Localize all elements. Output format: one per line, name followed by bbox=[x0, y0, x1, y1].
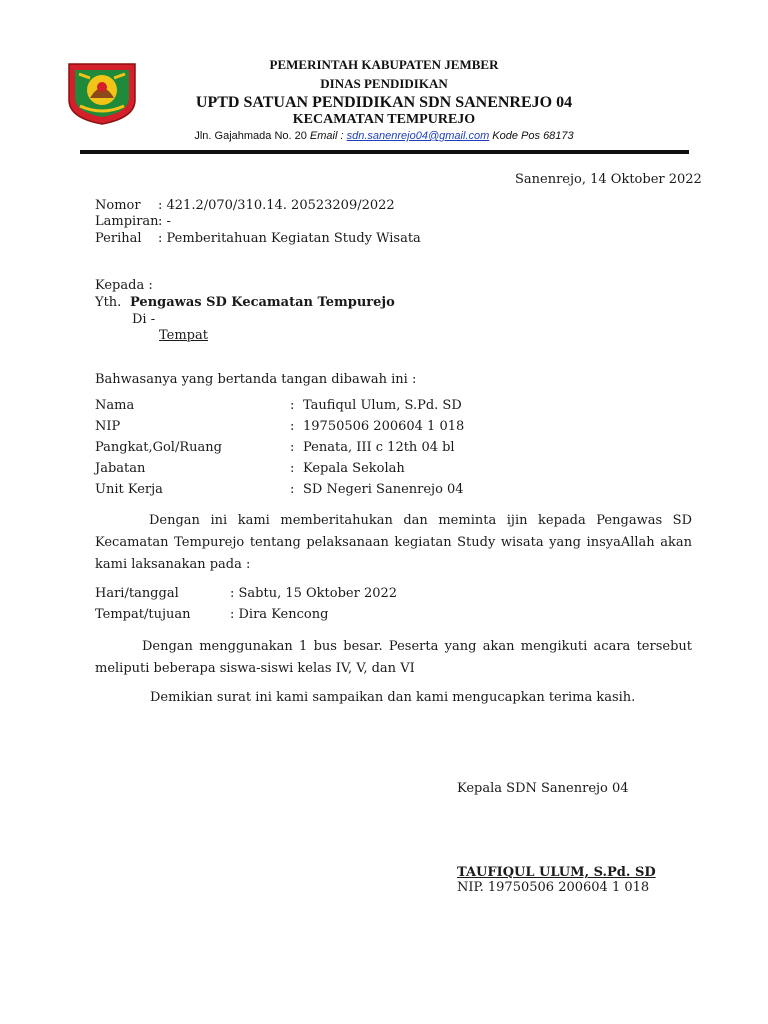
schedule-value-place: : Dira Kencong bbox=[230, 607, 329, 622]
paragraph-participants bbox=[95, 636, 692, 680]
letterhead-government: PEMERINTAH KABUPATEN JEMBER bbox=[269, 57, 499, 72]
meta-label-lampiran: Lampiran bbox=[95, 214, 159, 229]
identity-label-nama: Nama bbox=[95, 398, 135, 413]
header-rule bbox=[80, 150, 689, 154]
schedule-label-place: Tempat/tujuan bbox=[95, 607, 191, 622]
paragraph-notification-text: Dengan ini kami memberitahukan dan meminta ijin kepada Pengawas SD Kecamatan Tempurejo tentang pelaksanaan kegiatan Study wisata yang insyaAllah akan kami laksanakan pada : bbox=[95, 513, 692, 572]
signature-nip: NIP. 19750506 200604 1 018 bbox=[457, 880, 650, 895]
signature-title: Kepala SDN Sanenrejo 04 bbox=[457, 781, 629, 796]
identity-colon: : bbox=[290, 419, 295, 434]
recipient-yth: Yth. bbox=[95, 295, 122, 310]
email-link[interactable]: sdn.sanenrejo04@gmail.com bbox=[346, 130, 490, 142]
identity-colon: : bbox=[290, 398, 295, 413]
email-label: Email : bbox=[309, 130, 347, 142]
paragraph-notification bbox=[95, 510, 692, 576]
meta-value-perihal: : Pemberitahuan Kegiatan Study Wisata bbox=[158, 231, 421, 246]
letter-date: Sanenrejo, 14 Oktober 2022 bbox=[515, 172, 702, 187]
recipient-name: Pengawas SD Kecamatan Tempurejo bbox=[130, 295, 395, 310]
paragraph-closing: Demikian surat ini kami sampaikan dan kami mengucapkan terima kasih. bbox=[150, 690, 636, 705]
address-text: Jln. Gajahmada No. 20 bbox=[194, 130, 310, 142]
signature-name: TAUFIQUL ULUM, S.Pd. SD bbox=[457, 865, 656, 880]
letterhead-address bbox=[0, 130, 768, 142]
identity-value-nama: Taufiqul Ulum, S.Pd. SD bbox=[303, 398, 462, 413]
schedule-label-date: Hari/tanggal bbox=[95, 586, 179, 601]
meta-label-perihal: Perihal bbox=[95, 231, 142, 246]
identity-value-jabatan: Kepala Sekolah bbox=[303, 461, 405, 476]
schedule-value-date: : Sabtu, 15 Oktober 2022 bbox=[230, 586, 398, 601]
recipient-di: Di - bbox=[132, 312, 156, 327]
paragraph-participants-text: Dengan menggunakan 1 bus besar. Peserta yang akan mengikuti acara tersebut meliputi beberapa siswa-siswi kelas IV, V, dan VI bbox=[95, 639, 692, 676]
identity-value-nip: 19750506 200604 1 018 bbox=[303, 419, 465, 434]
identity-value-unit: SD Negeri Sanenrejo 04 bbox=[303, 482, 464, 497]
identity-label-jabatan: Jabatan bbox=[95, 461, 146, 476]
recipient-tempat: Tempat bbox=[159, 328, 208, 343]
identity-colon: : bbox=[290, 482, 295, 497]
identity-label-unit: Unit Kerja bbox=[95, 482, 163, 497]
identity-colon: : bbox=[290, 440, 295, 455]
letterhead-agency: DINAS PENDIDIKAN bbox=[320, 76, 448, 91]
identity-label-nip: NIP bbox=[95, 419, 121, 434]
meta-value-nomor: : 421.2/070/310.14. 20523209/2022 bbox=[158, 198, 395, 213]
meta-value-lampiran: : - bbox=[158, 214, 171, 229]
recipient-kepada: Kepada : bbox=[95, 278, 153, 293]
identity-label-pangkat: Pangkat,Gol/Ruang bbox=[95, 440, 222, 455]
meta-label-nomor: Nomor bbox=[95, 198, 141, 213]
intro-text: Bahwasanya yang bertanda tangan dibawah ini : bbox=[95, 372, 417, 387]
identity-value-pangkat: Penata, III c 12th 04 bl bbox=[303, 440, 455, 455]
letterhead-district: KECAMATAN TEMPUREJO bbox=[292, 112, 476, 127]
postcode-text: Kode Pos 68173 bbox=[489, 130, 574, 142]
letterhead-school: UPTD SATUAN PENDIDIKAN SDN SANENREJO 04 bbox=[195, 94, 573, 111]
identity-colon: : bbox=[290, 461, 295, 476]
